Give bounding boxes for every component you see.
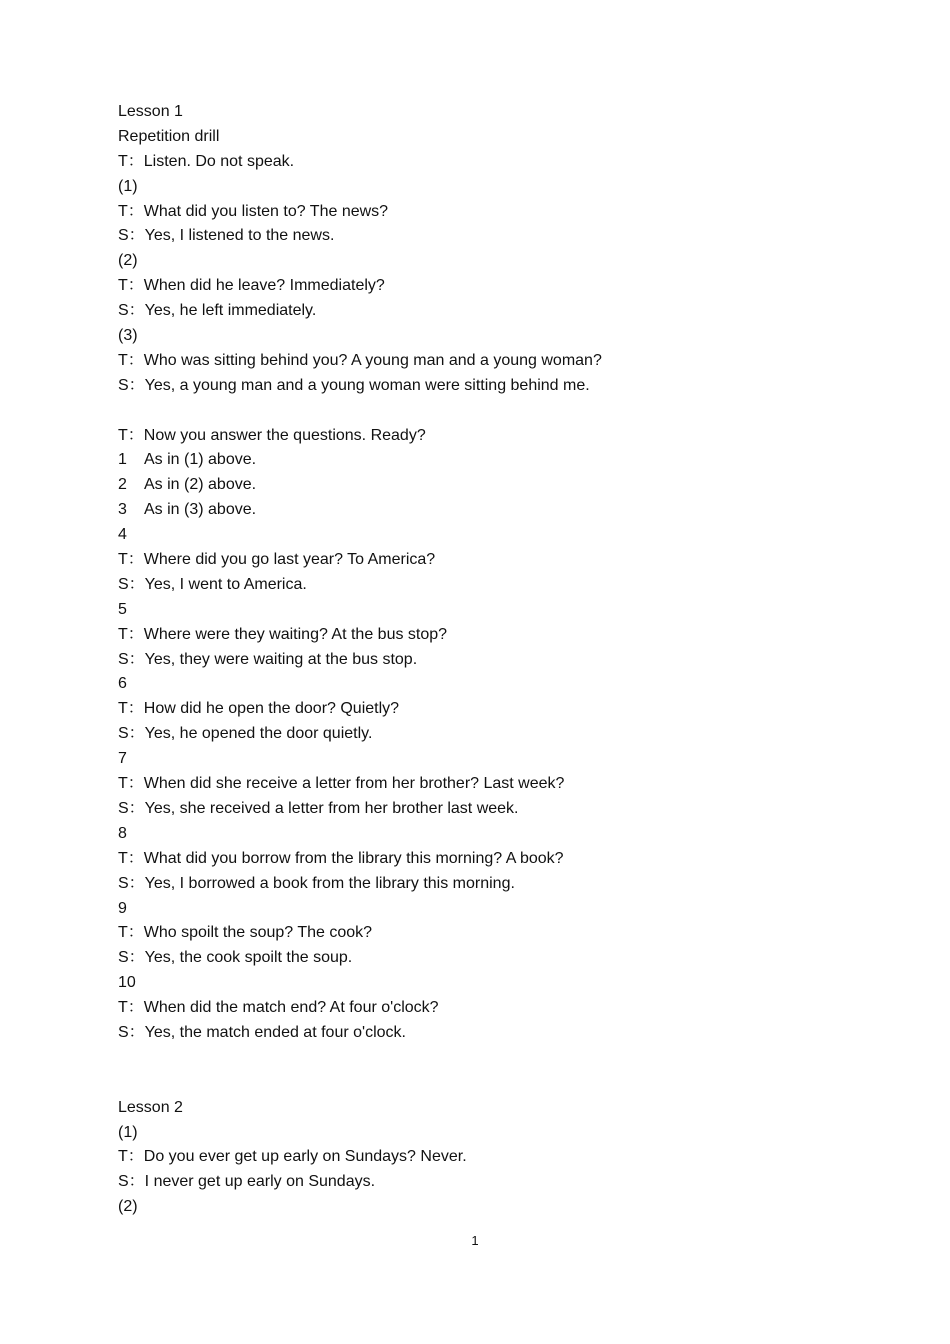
- teacher-line: T：When did she receive a letter from her brother? Last week?: [118, 775, 565, 793]
- drill-number: 7: [118, 750, 127, 768]
- teacher-line: T：Where did you go last year? To America?: [118, 551, 436, 569]
- drill-number: 9: [118, 899, 127, 917]
- teacher-line: T：What did you listen to? The news?: [118, 202, 389, 220]
- lesson-1-intro: T：Listen. Do not speak.: [118, 152, 295, 170]
- teacher-prompt: T：Now you answer the questions. Ready?: [118, 426, 426, 444]
- example-label: (3): [118, 327, 138, 345]
- drill-number: 6: [118, 675, 127, 693]
- student-line: S：Yes, I borrowed a book from the library this morning.: [118, 874, 515, 892]
- student-line: S：Yes, the match ended at four o'clock.: [118, 1023, 406, 1041]
- reference-number: 1: [118, 451, 127, 469]
- student-line: S：Yes, I went to America.: [118, 575, 307, 593]
- drill-number: 5: [118, 600, 127, 618]
- drill-number: 10: [118, 974, 136, 992]
- drill-number: 4: [118, 526, 127, 544]
- teacher-line: T：Do you ever get up early on Sundays? Never.: [118, 1148, 467, 1166]
- reference-item: [118, 498, 878, 523]
- example-label: (1): [118, 1123, 138, 1141]
- student-line: S：Yes, I listened to the news.: [118, 227, 335, 245]
- lesson-2-title: Lesson 2: [118, 1098, 183, 1116]
- teacher-line: T：Where were they waiting? At the bus stop?: [118, 625, 448, 643]
- example-label: (2): [118, 1198, 138, 1216]
- page-number: 1: [471, 1233, 479, 1248]
- student-line: S：Yes, he left immediately.: [118, 302, 317, 320]
- reference-text: As in (2) above.: [144, 476, 257, 494]
- reference-item: [118, 473, 878, 498]
- drill-number: 8: [118, 824, 127, 842]
- teacher-line: T：Who spoilt the soup? The cook?: [118, 924, 373, 942]
- student-line: S：Yes, she received a letter from her brother last week.: [118, 799, 519, 817]
- student-line: S：I never get up early on Sundays.: [118, 1173, 376, 1191]
- student-line: S：Yes, he opened the door quietly.: [118, 725, 373, 743]
- reference-text: As in (3) above.: [144, 501, 257, 519]
- teacher-line: T：What did you borrow from the library this morning? A book?: [118, 849, 564, 867]
- spacer: [118, 1071, 878, 1096]
- student-line: S：Yes, the cook spoilt the soup.: [118, 949, 353, 967]
- reference-number: 3: [118, 501, 127, 519]
- teacher-line: T：When did the match end? At four o'clock?: [118, 999, 439, 1017]
- lesson-1-title: Lesson 1: [118, 103, 183, 120]
- reference-number: 2: [118, 476, 127, 494]
- document-body: [118, 100, 878, 1220]
- student-line: S：Yes, a young man and a young woman were sitting behind me.: [118, 376, 590, 394]
- example-label: (2): [118, 252, 138, 270]
- teacher-line: T：How did he open the door? Quietly?: [118, 700, 400, 718]
- teacher-line: T：Who was sitting behind you? A young man and a young woman?: [118, 351, 602, 369]
- spacer: [118, 1046, 878, 1071]
- teacher-line: T：When did he leave? Immediately?: [118, 277, 385, 295]
- student-line: S：Yes, they were waiting at the bus stop.: [118, 650, 418, 668]
- example-label: (1): [118, 177, 138, 195]
- spacer: [118, 399, 878, 424]
- reference-text: As in (1) above.: [144, 451, 257, 469]
- lesson-1-subtitle: Repetition drill: [118, 127, 220, 145]
- reference-item: [118, 448, 878, 473]
